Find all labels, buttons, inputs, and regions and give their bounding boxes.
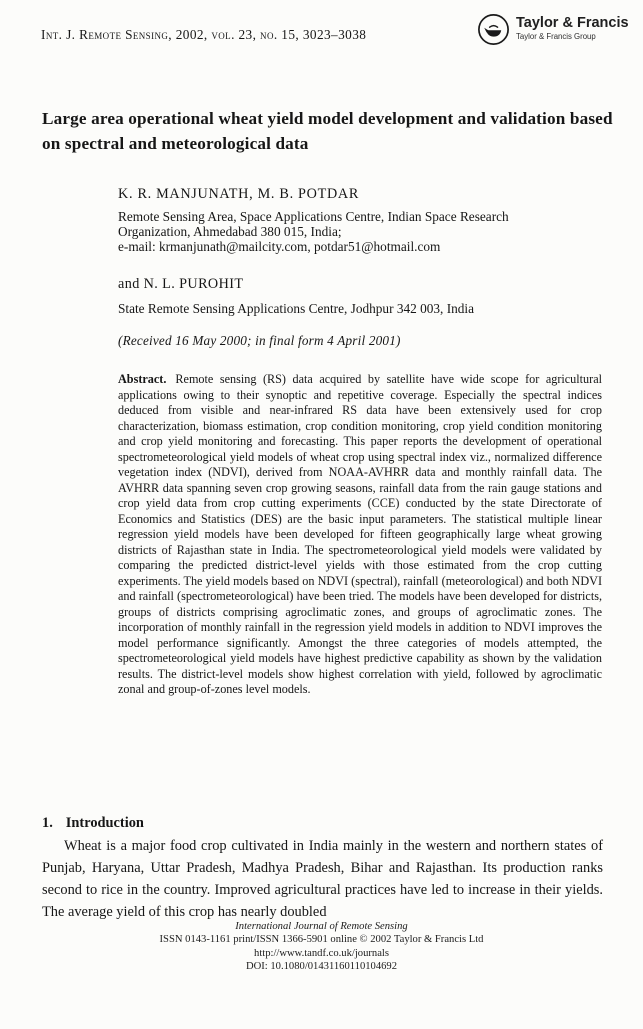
affiliation-primary-line2: Organization, Ahmedabad 380 015, India; xyxy=(118,224,342,240)
section-title: Introduction xyxy=(65,815,144,831)
publisher-group-name: Taylor & Francis Group xyxy=(516,32,596,42)
received-dates: (Received 16 May 2000; in final form 4 April 2001) xyxy=(118,333,401,348)
publisher-logo xyxy=(477,13,629,46)
abstract-text: Remote sensing (RS) data acquired by satellite have wide scope for agricultural applications owing to their synoptic and repetitive coverage. Especially the spectral indices deduced from visible and near-infrared RS data have been extensively used for crop characterization, biomass estimation, crop condition monitoring, crop yield condition monitoring and crop yield monitoring and forecasting. This paper reports the development of operational spectrometeorological yield models of wheat crop using spectral index viz., normalized difference vegetation index (NDVI), derived from NOAA-AVHRR data and monthly rainfall data. The AVHRR data spanning seven crop growing seasons, rainfall data from the rain gauge stations and crop yield data from crop cutting experiments (CCE) conducted by the state Directorate of Economics and Statistics (DES) are the basic input parameters. The statistical multiple linear regression yield models have been developed for fifteen geographically large wheat growing districts of Rajasthan state in India. The spectrometeorological yield models were validated by comparing the predicted district-level yields with those estimated from the crop cutting experiments. The yield models based on NDVI (spectral), rainfall (meteorological) and both NDVI and rainfall (spectrometeorological) have been tried. The models have been developed for districts, groups of districts comprising agroclimatic zones, and groups of agroclimatic zones. The incorporation of monthly rainfall in the regression yield models in addition to NDVI improves the model performance significantly. Amongst the three categories of models attempted, the spectrometeorological yield models have highest predictive capability as shown by the validation results. The district-level models show highest correlation with yield, followed by agroclimatic zonal and group-of-zones level models. xyxy=(118,372,602,696)
imprint-footer xyxy=(0,920,643,974)
affiliation-primary xyxy=(118,209,618,255)
authors-secondary: and N. L. PUROHIT xyxy=(118,276,244,292)
affiliation-secondary: State Remote Sensing Applications Centre, Jodhpur 342 003, India xyxy=(118,301,475,316)
abstract-label: Abstract. xyxy=(118,372,167,386)
taylor-francis-lamp-icon xyxy=(477,13,510,46)
introduction-paragraph: Wheat is a major food crop cultivated in India mainly in the western and northern states of Punjab, Haryana, Uttar Pradesh, Madhya Pradesh, Bihar and Rajasthan. Its production ranks second to rice in the country. Improved agricultural practices have led to increase in their yields. The average yield of this crop has nearly doubled xyxy=(42,838,603,920)
section-heading-introduction xyxy=(42,815,144,832)
footer-issn-line: ISSN 0143-1161 print/ISSN 1366-5901 online © 2002 Taylor & Francis Ltd xyxy=(159,934,484,946)
section-number: 1. xyxy=(42,815,53,831)
article-title: Large area operational wheat yield model development and validation based on spectral and meteorological data xyxy=(42,109,613,153)
abstract xyxy=(118,372,602,698)
publisher-logo-text xyxy=(516,16,629,42)
affiliation-primary-email: e-mail: krmanjunath@mailcity.com, potdar51@hotmail.com xyxy=(118,239,441,255)
journal-citation-line: Int. J. Remote Sensing, 2002, vol. 23, no. 15, 3023–3038 xyxy=(41,27,367,42)
authors-primary: K. R. MANJUNATH, M. B. POTDAR xyxy=(118,186,360,202)
footer-journal-name: International Journal of Remote Sensing xyxy=(235,921,408,932)
footer-url: http://www.tandf.co.uk/journals xyxy=(254,947,389,959)
publisher-name: Taylor & Francis xyxy=(516,15,629,32)
affiliation-primary-line1: Remote Sensing Area, Space Applications Centre, Indian Space Research xyxy=(118,209,509,224)
footer-doi: DOI: 10.1080/01431160110104692 xyxy=(245,961,398,973)
